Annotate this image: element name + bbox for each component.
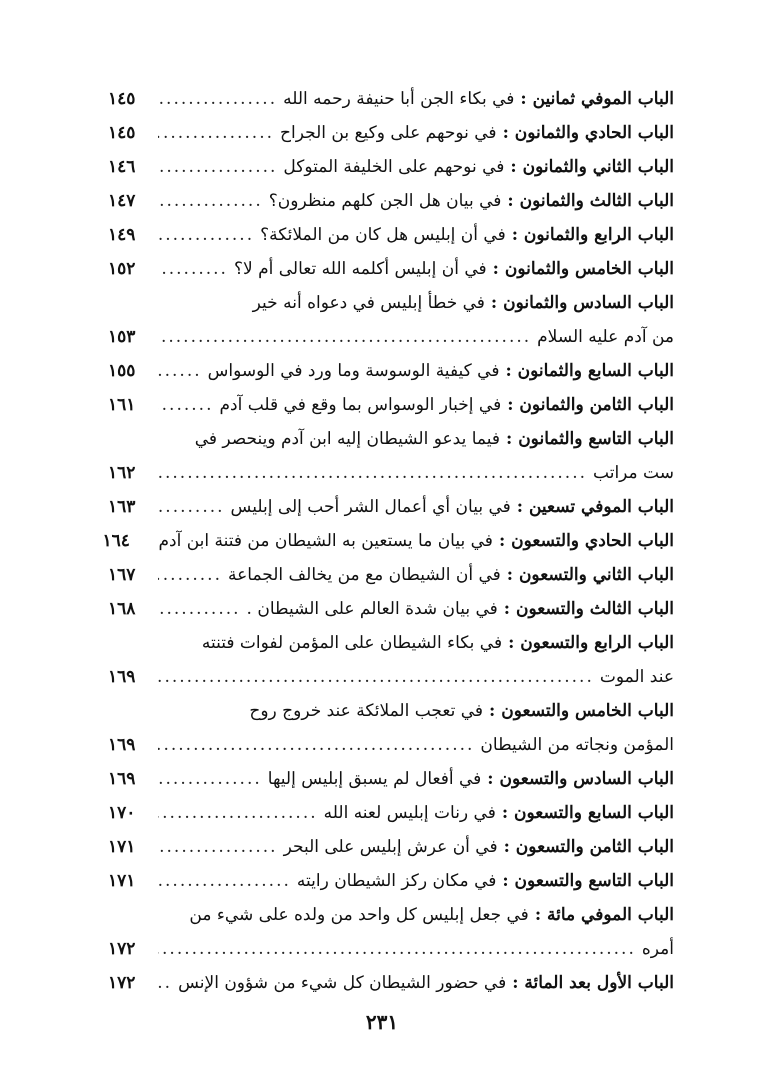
dot-leader	[158, 82, 277, 116]
chapter-description: في بكاء الجن أبا حنيفة رحمه الله	[283, 89, 515, 109]
toc-entry	[108, 762, 674, 796]
toc-line	[108, 830, 674, 864]
page-reference: ١٧٢	[108, 973, 136, 993]
toc-entry	[108, 592, 674, 626]
chapter-title: الباب الموفي تسعين :	[516, 497, 674, 517]
page-reference: ١٧١	[108, 837, 136, 857]
toc-entry	[108, 354, 674, 388]
toc-line	[108, 626, 674, 660]
toc-line	[108, 218, 674, 252]
chapter-title: الباب الموفي ثمانين :	[520, 89, 674, 109]
toc-line	[108, 252, 674, 286]
chapter-title: الباب الثاني والتسعون :	[506, 565, 674, 585]
page-reference: ١٧٢	[108, 939, 136, 959]
toc-line	[108, 82, 674, 116]
dot-leader	[158, 728, 474, 762]
page-reference: ١٦٨	[108, 599, 136, 619]
toc-line	[108, 558, 674, 592]
toc-entry	[108, 830, 674, 864]
toc-entry	[108, 864, 674, 898]
toc-continuation-line	[108, 320, 674, 354]
chapter-title: الباب الموفي مائة :	[534, 905, 674, 925]
toc-entry	[102, 524, 674, 558]
page-reference: ١٦٧	[108, 565, 136, 585]
page-number: ٢٣١	[365, 1010, 399, 1034]
page-reference: ١٦٢	[108, 463, 136, 483]
toc-line	[108, 422, 674, 456]
dot-leader	[158, 762, 262, 796]
chapter-title: الباب الثالث والتسعون :	[503, 599, 674, 619]
toc-line	[108, 762, 674, 796]
toc-entry	[108, 116, 674, 150]
chapter-description: في كيفية الوسوسة وما ورد في الوسواس	[207, 361, 500, 381]
toc-entry	[108, 966, 674, 1000]
chapter-title: الباب الحادي والثمانون :	[502, 123, 674, 143]
dot-leader	[158, 830, 278, 864]
toc-entry	[108, 286, 674, 354]
toc-entry	[108, 150, 674, 184]
chapter-description: في بيان ما يستعين به الشيطان من فتنة ابن آدم	[158, 531, 493, 551]
chapter-title: الباب التاسع والثمانون :	[506, 429, 674, 449]
page-reference: ١٦٣	[108, 497, 136, 517]
page-reference: ١٥٥	[108, 361, 136, 381]
chapter-description: في أن إبليس هل كان من الملائكة؟	[260, 225, 506, 245]
dot-leader	[158, 252, 228, 286]
page-reference: ١٦٤	[102, 531, 130, 551]
toc-entry	[108, 82, 674, 116]
toc-line	[108, 388, 674, 422]
page-reference: ١٤٥	[108, 123, 136, 143]
toc-entry	[108, 796, 674, 830]
toc-entry	[108, 898, 674, 966]
toc-continuation-line	[108, 728, 674, 762]
chapter-description-continued: المؤمن ونجاته من الشيطان	[480, 735, 674, 755]
toc-line	[108, 796, 674, 830]
dot-leader	[158, 796, 318, 830]
chapter-title: الباب الحادي والتسعون :	[498, 531, 674, 551]
page-reference: ١٤٥	[108, 89, 136, 109]
toc-entry	[108, 252, 674, 286]
toc-entry	[108, 694, 674, 762]
dot-leader	[158, 388, 213, 422]
toc-line	[108, 592, 674, 626]
dot-leader	[158, 864, 291, 898]
chapter-description: في حضور الشيطان كل شيء من شؤون الإنس	[178, 973, 507, 993]
chapter-description: في أفعال لم يسبق إبليس إليها	[267, 769, 482, 789]
toc-line	[108, 694, 674, 728]
toc-continuation-line	[108, 456, 674, 490]
toc-line	[108, 864, 674, 898]
toc-line	[108, 286, 674, 320]
toc-entry	[108, 388, 674, 422]
chapter-description: في بكاء الشيطان على المؤمن لفوات فتنته	[201, 633, 503, 653]
chapter-title: الباب التاسع والتسعون :	[502, 871, 674, 891]
toc-line	[108, 354, 674, 388]
page-reference: ١٦٩	[108, 769, 136, 789]
chapter-title: الباب السابع والتسعون :	[501, 803, 674, 823]
chapter-title: الباب الرابع والتسعون :	[508, 633, 674, 653]
chapter-description: في أن إبليس أكلمه الله تعالى أم لا؟	[233, 259, 487, 279]
table-of-contents	[102, 82, 674, 1000]
dot-leader	[158, 184, 263, 218]
chapter-title: الباب الثامن والثمانون :	[507, 395, 674, 415]
dot-leader	[158, 490, 225, 524]
dot-leader	[158, 932, 636, 966]
chapter-description: في أن الشيطان مع من يخالف الجماعة	[228, 565, 501, 585]
toc-continuation-line	[108, 932, 674, 966]
chapter-title: الباب الخامس والثمانون :	[492, 259, 674, 279]
dot-leader	[158, 218, 254, 252]
dot-leader	[158, 320, 531, 354]
chapter-description: في مكان ركز الشيطان رايته	[296, 871, 497, 891]
toc-line	[102, 524, 674, 558]
chapter-description-continued: من آدم عليه السلام	[537, 327, 674, 347]
chapter-description: في بيان شدة العالم على الشيطان .	[246, 599, 498, 619]
page-reference: ١٤٦	[108, 157, 136, 177]
chapter-description: في بيان هل الجن كلهم منظرون؟	[268, 191, 502, 211]
chapter-description-continued: أمره	[641, 939, 674, 959]
toc-line	[108, 150, 674, 184]
dot-leader	[158, 456, 587, 490]
dot-leader	[158, 558, 222, 592]
chapter-description: في أن عرش إبليس على البحر	[283, 837, 498, 857]
page-reference: ١٥٢	[108, 259, 136, 279]
page-reference: ١٦١	[108, 395, 136, 415]
chapter-description: فيما يدعو الشيطان إليه ابن آدم وينحصر في	[194, 429, 500, 449]
chapter-title: الباب الثالث والثمانون :	[507, 191, 674, 211]
chapter-description: في بيان أي أعمال الشر أحب إلى إبليس	[230, 497, 511, 517]
page-reference: ١٦٩	[108, 667, 136, 687]
chapter-title: الباب الرابع والثمانون :	[511, 225, 674, 245]
dot-leader	[158, 592, 241, 626]
dot-leader	[158, 354, 202, 388]
toc-continuation-line	[108, 660, 674, 694]
chapter-description-continued: ست مراتب	[593, 463, 674, 483]
toc-entry	[108, 558, 674, 592]
dot-leader	[158, 116, 274, 150]
chapter-description: في خطأ إبليس في دعواه أنه خير	[252, 293, 485, 313]
chapter-title: الباب الثاني والثمانون :	[510, 157, 674, 177]
chapter-description: في نوحهم على الخليفة المتوكل	[283, 157, 505, 177]
chapter-description: في إخبار الوسواس بما وقع في قلب آدم	[219, 395, 502, 415]
chapter-title: الباب السادس والتسعون :	[487, 769, 674, 789]
dot-leader	[158, 150, 277, 184]
page-reference: ١٥٣	[108, 327, 136, 347]
chapter-description: في جعل إبليس كل واحد من ولده على شيء من	[189, 905, 529, 925]
chapter-title: الباب الخامس والتسعون :	[489, 701, 674, 721]
toc-line	[108, 116, 674, 150]
toc-line	[108, 966, 674, 1000]
toc-line	[108, 898, 674, 932]
chapter-title: الباب الثامن والتسعون :	[503, 837, 674, 857]
dot-leader	[158, 966, 172, 1000]
chapter-title: الباب السادس والثمانون :	[490, 293, 674, 313]
chapter-title: الباب الأول بعد المائة :	[512, 973, 674, 993]
chapter-title: الباب السابع والثمانون :	[505, 361, 674, 381]
chapter-description-continued: عند الموت	[599, 667, 674, 687]
toc-entry	[108, 422, 674, 490]
page-reference: ١٤٩	[108, 225, 136, 245]
chapter-description: في تعجب الملائكة عند خروج روح	[249, 701, 484, 721]
page-reference: ١٤٧	[108, 191, 136, 211]
toc-entry	[108, 626, 674, 694]
toc-entry	[108, 490, 674, 524]
page-reference: ١٧١	[108, 871, 136, 891]
page-reference: ١٧٠	[108, 803, 136, 823]
chapter-description: في نوحهم على وكيع بن الجراح	[280, 123, 497, 143]
chapter-description: في رنات إبليس لعنه الله	[323, 803, 496, 823]
toc-entry	[108, 218, 674, 252]
dot-leader	[158, 660, 594, 694]
toc-line	[108, 490, 674, 524]
toc-line	[108, 184, 674, 218]
page-reference: ١٦٩	[108, 735, 136, 755]
toc-entry	[108, 184, 674, 218]
